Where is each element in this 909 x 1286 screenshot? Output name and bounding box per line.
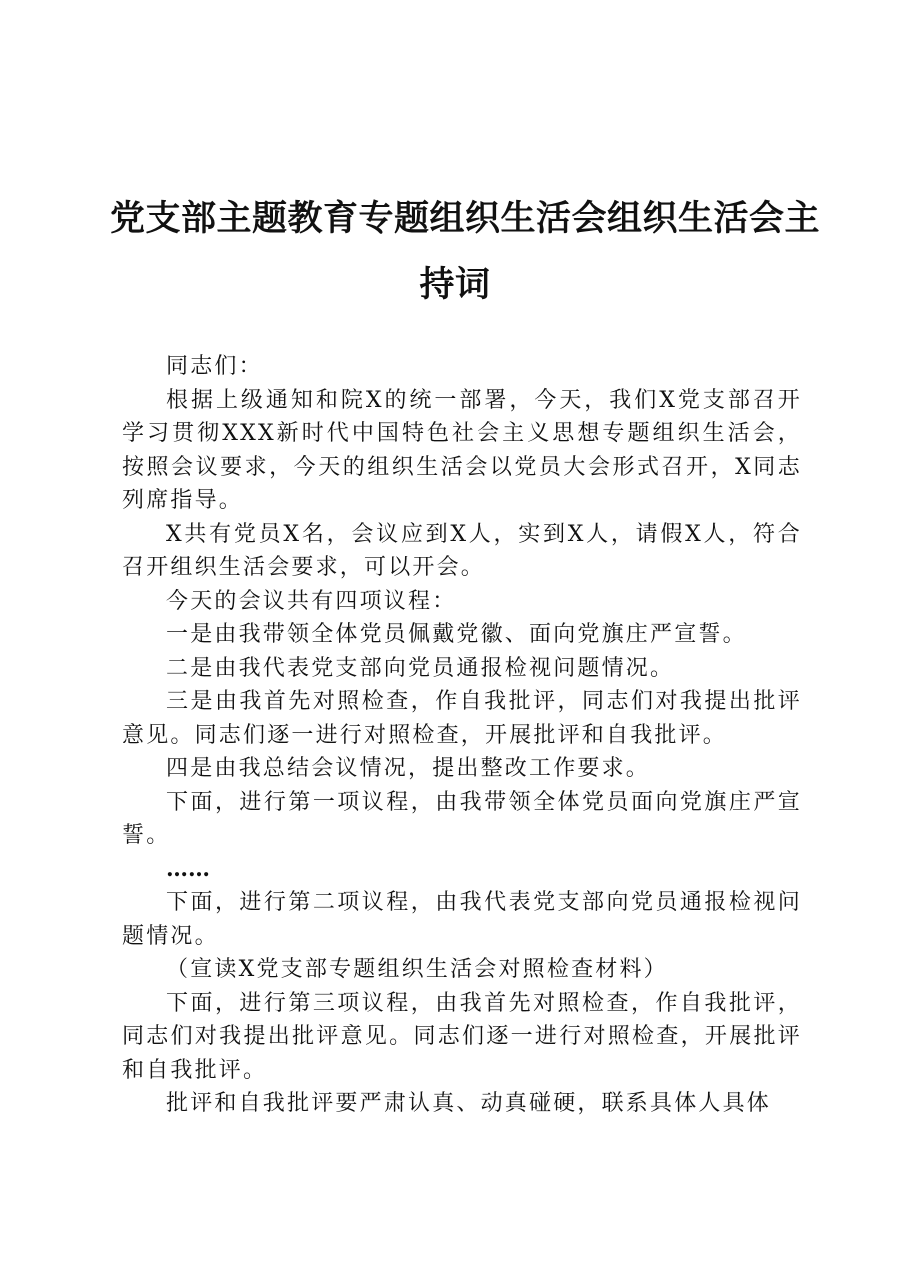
paragraph: 二是由我代表党支部向党员通报检视问题情况。 [166,655,675,681]
paragraph: 今天的会议共有四项议程： [166,588,457,614]
paragraph: 三是由我首先对照检查，作自我批评，同志们对我提出批评意见。同志们逐一进行对照检查，开展批评和自我批评。 [122,689,802,748]
document-title [110,186,821,318]
paragraph-ellipsis: …… [166,855,210,882]
paragraph: X共有党员X名，会议应到X人，实到X人，请假X人，符合召开组织生活会要求，可以开会。 [122,521,802,580]
paragraph: （宣读X党支部专题组织生活会对照检查材料） [166,957,668,982]
paragraph: 下面，进行第三项议程，由我首先对照检查，作自我批评，同志们对我提出批评意见。同志们逐一进行对照检查，开展批评和自我批评。 [122,990,802,1083]
paragraph: 根据上级通知和院X的统一部署，今天，我们X党支部召开学习贯彻XXX新时代中国特色社会主义思想专题组织生活会，按照会议要求，今天的组织生活会以党员大会形式召开，X同志列席指导。 [122,387,802,513]
paragraph: 下面，进行第一项议程，由我带领全体党员面向党旗庄严宣誓。 [122,789,802,848]
document-body [122,350,802,1121]
title-line-1: 党支部主题教育专题组织生活会组织生活会主 [110,198,821,239]
paragraph: 批评和自我批评要严肃认真、动真碰硬，联系具体人具体 [166,1091,772,1116]
paragraph: 下面，进行第二项议程，由我代表党支部向党员通报检视问题情况。 [122,890,802,949]
paragraph: 四是由我总结会议情况，提出整改工作要求。 [166,756,651,781]
paragraph-salutation: 同志们： [166,354,263,379]
title-line-2: 持词 [419,264,491,305]
paragraph: 一是由我带领全体党员佩戴党徽、面向党旗庄严宣誓。 [166,622,747,647]
